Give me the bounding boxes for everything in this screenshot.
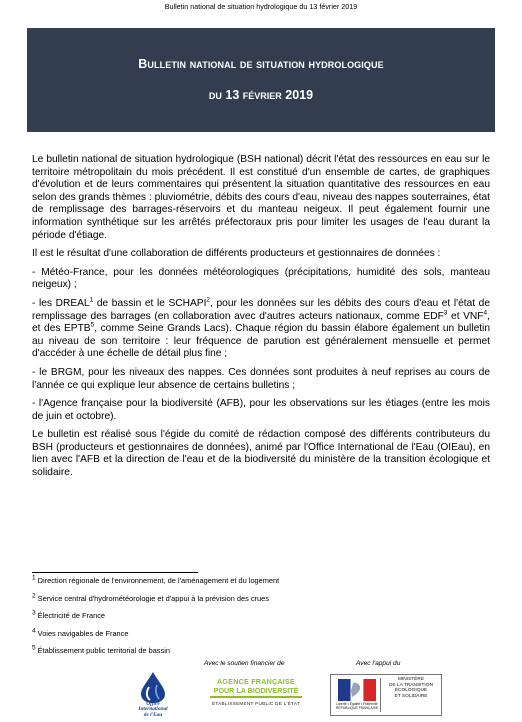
republic-text: Liberté • Égalité • Fraternité RÉPUBLIQUE FRANÇAISE [335, 702, 379, 710]
footnote-3: $^3$ Électricité de France [32, 609, 106, 620]
oieau-logo-text: Office International de l'Eau [138, 701, 168, 718]
meteo-france-item: - Météo-France, pour les données météorologiques (précipitations, humidité des sols, manteau neigeux) ; [32, 266, 490, 291]
document-title: Bulletin national de situation hydrologique [138, 57, 384, 71]
title-banner [27, 28, 495, 132]
footnote-4: $^4$ Voies navigables de France [32, 627, 129, 638]
footnote-1: $^1$ Direction régionale de l'environnement, de l'aménagement et du logement [32, 574, 280, 585]
intro-paragraph: Le bulletin national de situation hydrologique (BSH national) décrit l'état des ressources en eau sur le territoire métropolitain du mois précédent. Il est constitué d'un ensemble de cartes, de graphiques d'évolution et de leurs commentaires qui présentent la situation quantitative des ressources en eau selon des grands thèmes : pluviométrie, débits des cours d'eau, niveau des nappes souterraines, état de remplissage des barrages-réservoirs et du manteau neigeux. Il peut également fournir une information synthétique sur les arrêtés préfectoraux pris pour limiter les usages de l'eau durant la période d'étiage. [32, 154, 490, 241]
brgm-item: - le BRGM, pour les niveaux des nappes. Ces données sont produites à neuf reprises au cours de l'année ce qui explique leur absence de certains bulletins ; [32, 366, 490, 391]
editorial-paragraph: Le bulletin est réalisé sous l'égide du comité de rédaction composé des différents contributeurs du BSH (producteurs et gestionnaires de données), animé par l'Office International de l'Eau (OIEau), en lien avec l'AFB et la direction de l'eau et de la biodiversité du ministère de la transition écologique et solidaire. [32, 429, 490, 479]
afb-logo: AGENCE FRANÇAISE POUR LA BIODIVERSITÉ ÉTABLISSEMENT PUBLIC DE L'ÉTAT [206, 676, 306, 712]
body-text [32, 154, 490, 486]
afb-item: - l'Agence française pour la biodiversité (AFB), pour les observations sur les étiages (entre les mois de juin et octobre). [32, 398, 490, 422]
water-drop-icon [128, 671, 178, 703]
financial-support-label: Avec le soutien financier de [204, 660, 285, 667]
running-header: Bulletin national de situation hydrologique du 13 février 2019 [164, 2, 358, 11]
footnotes [32, 576, 492, 664]
afb-logo-bar [210, 696, 302, 698]
ministry-divider [380, 678, 381, 712]
ministry-name: MINISTÈRE DE LA TRANSITION ÉCOLOGIQUE ET SOLIDAIRE [389, 677, 433, 699]
oieau-logo [128, 671, 178, 719]
footnote-5: $^5$ Établissement public territorial de bassin [32, 644, 170, 655]
dreal-item: - les DREAL$^1$ de bassin et le SCHAPI$^2$, pour les données sur les débits des cours d'eau et l'état de remplissage des barrages (en collaboration avec d'autres acteurs nationaux, comme EDF$^3$ et VNF$^4$, et des EPTB$^5$, comme Seine Grands Lacs). Chaque région du bassin élabore également un bulletin au niveau de son territoire : leur fréquence de parution est généralement mensuelle et permet d'accéder à une échelle de détail plus fine ; [32, 296, 491, 360]
footnote-2: $^2$ Service central d'hydrométéorologie et d'appui à la prévision des crues [32, 592, 269, 603]
support-label: Avec l'appui du [356, 660, 401, 667]
footnote-separator [32, 572, 198, 573]
marianne-flag-icon [338, 679, 376, 701]
ministry-logo [330, 674, 442, 716]
document-date: du 13 février 2019 [208, 88, 314, 102]
collaboration-paragraph: Il est le résultat d'une collaboration de différents producteurs et gestionnaires de données : [32, 248, 441, 260]
